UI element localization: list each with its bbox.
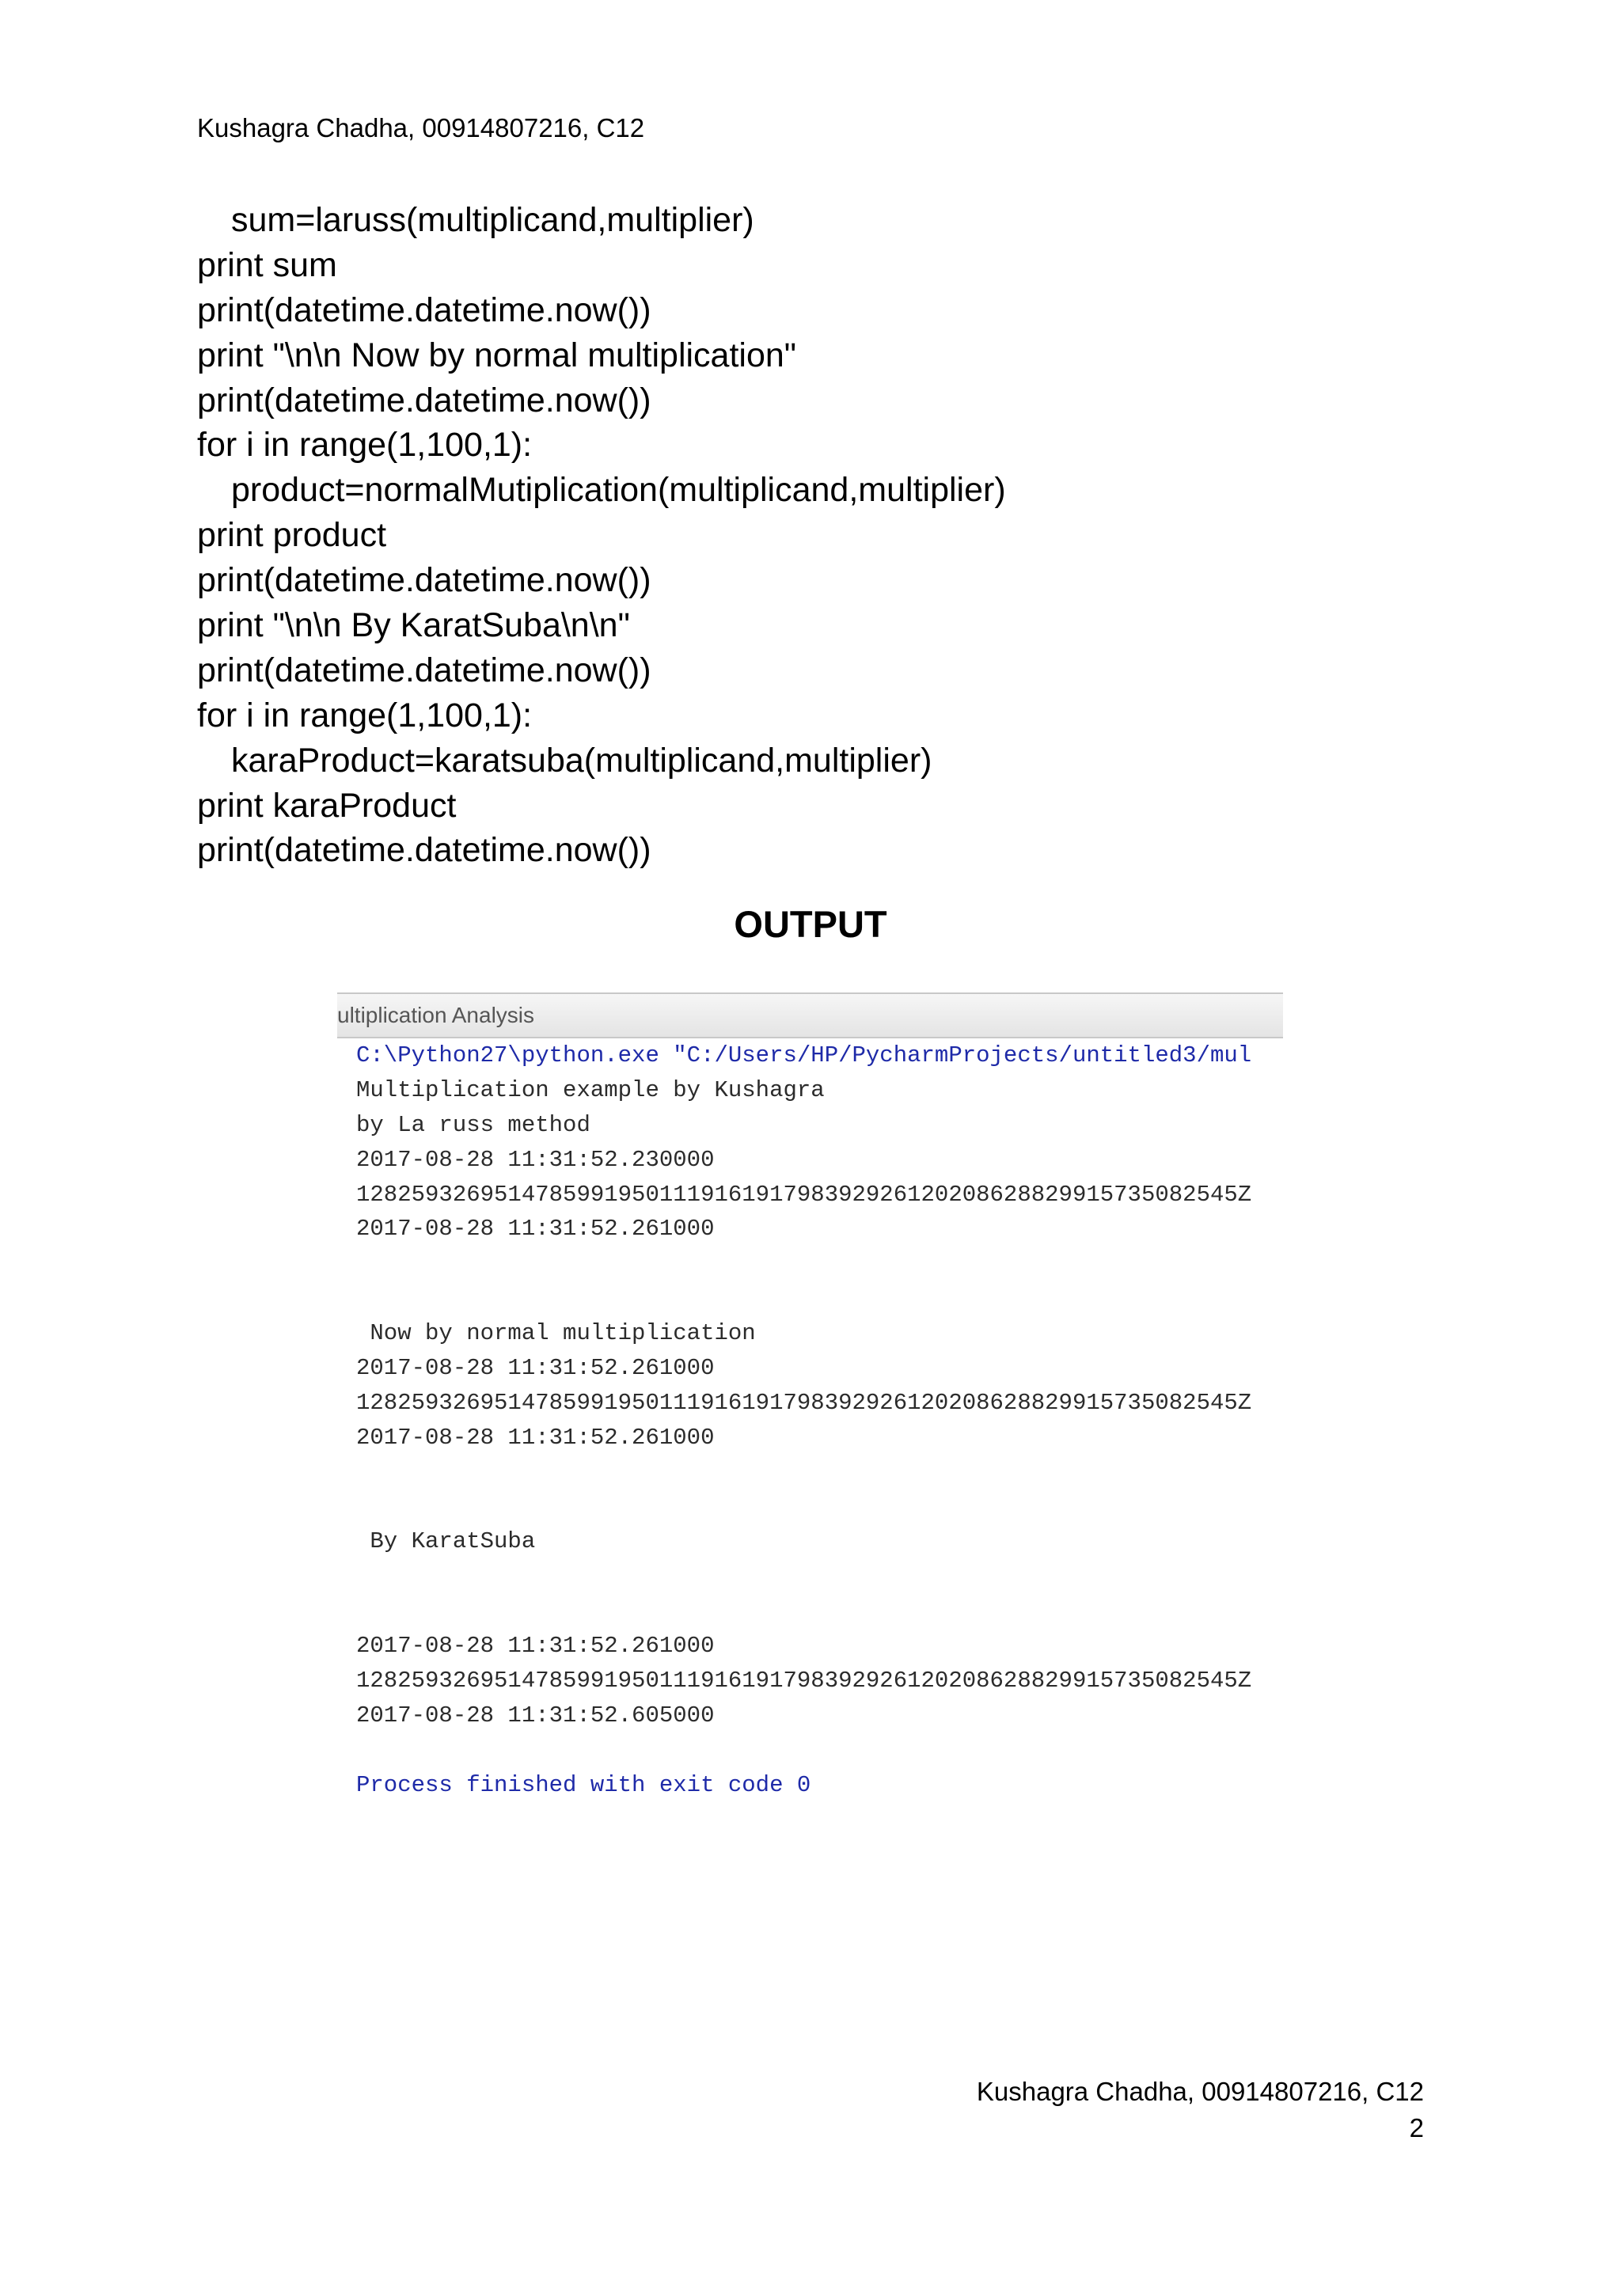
console-line: 2017-08-28 11:31:52.261000: [356, 1355, 715, 1382]
code-listing: [197, 198, 1006, 873]
code-line: sum=laruss(multiplicand,multiplier): [231, 201, 754, 239]
code-line: print sum: [197, 245, 337, 284]
console-line: [356, 1733, 1283, 1768]
console-line: 1282593269514785991950111916191798392926120208628829915735082545Z: [356, 1181, 1252, 1208]
code-line: for i in range(1,100,1):: [197, 426, 533, 465]
console-line: 2017-08-28 11:31:52.605000: [356, 1702, 715, 1729]
console-line: 2017-08-28 11:31:52.261000: [356, 1216, 715, 1243]
console-line: by La russ method: [356, 1111, 590, 1138]
code-line: print karaProduct: [197, 786, 457, 825]
console-line: [356, 1559, 1283, 1594]
console-window: [337, 992, 1283, 1808]
code-line: print product: [197, 516, 387, 555]
code-line: print(datetime.datetime.now()): [197, 290, 651, 329]
console-line: Now by normal multiplication: [356, 1320, 756, 1347]
console-line: 2017-08-28 11:31:52.261000: [356, 1633, 715, 1660]
console-title: ultiplication Analysis: [337, 992, 1283, 1038]
console-line: Process finished with exit code 0: [356, 1771, 811, 1798]
console-line: 1282593269514785991950111916191798392926120208628829915735082545Z: [356, 1668, 1252, 1694]
page-footer: [977, 2074, 1424, 2146]
console-output: [337, 1038, 1283, 1803]
page-header: Kushagra Chadha, 00914807216, C12: [197, 113, 645, 142]
console-line: 2017-08-28 11:31:52.230000: [356, 1146, 715, 1173]
code-line: print "\n\n By KaratSuba\n\n": [197, 606, 630, 645]
console-line: 2017-08-28 11:31:52.261000: [356, 1424, 715, 1451]
console-line: Multiplication example by Kushagra: [356, 1076, 825, 1103]
code-line: karaProduct=karatsuba(multiplicand,multiplier): [231, 741, 932, 780]
console-line: [356, 1490, 1283, 1525]
code-line: print "\n\n Now by normal multiplication": [197, 336, 797, 374]
console-line: 1282593269514785991950111916191798392926120208628829915735082545Z: [356, 1389, 1252, 1416]
console-line: [356, 1247, 1283, 1281]
code-line: print(datetime.datetime.now()): [197, 651, 651, 689]
code-line: print(datetime.datetime.now()): [197, 831, 651, 870]
console-line: [356, 1594, 1283, 1629]
code-line: product=normalMutiplication(multiplicand,multiplier): [231, 471, 1006, 510]
page-number: 2: [1409, 2113, 1424, 2142]
console-line: C:\Python27\python.exe "C:/Users/HP/PycharmProjects/untitled3/mul: [356, 1042, 1252, 1068]
code-line: for i in range(1,100,1):: [197, 696, 533, 734]
console-line: By KaratSuba: [356, 1528, 536, 1555]
console-line: [356, 1281, 1283, 1316]
console-line: [356, 1455, 1283, 1490]
output-heading: OUTPUT: [734, 903, 887, 945]
code-line: print(datetime.datetime.now()): [197, 561, 651, 600]
footer-author: Kushagra Chadha, 00914807216, C12: [976, 2077, 1424, 2106]
code-line: print(datetime.datetime.now()): [197, 381, 651, 419]
